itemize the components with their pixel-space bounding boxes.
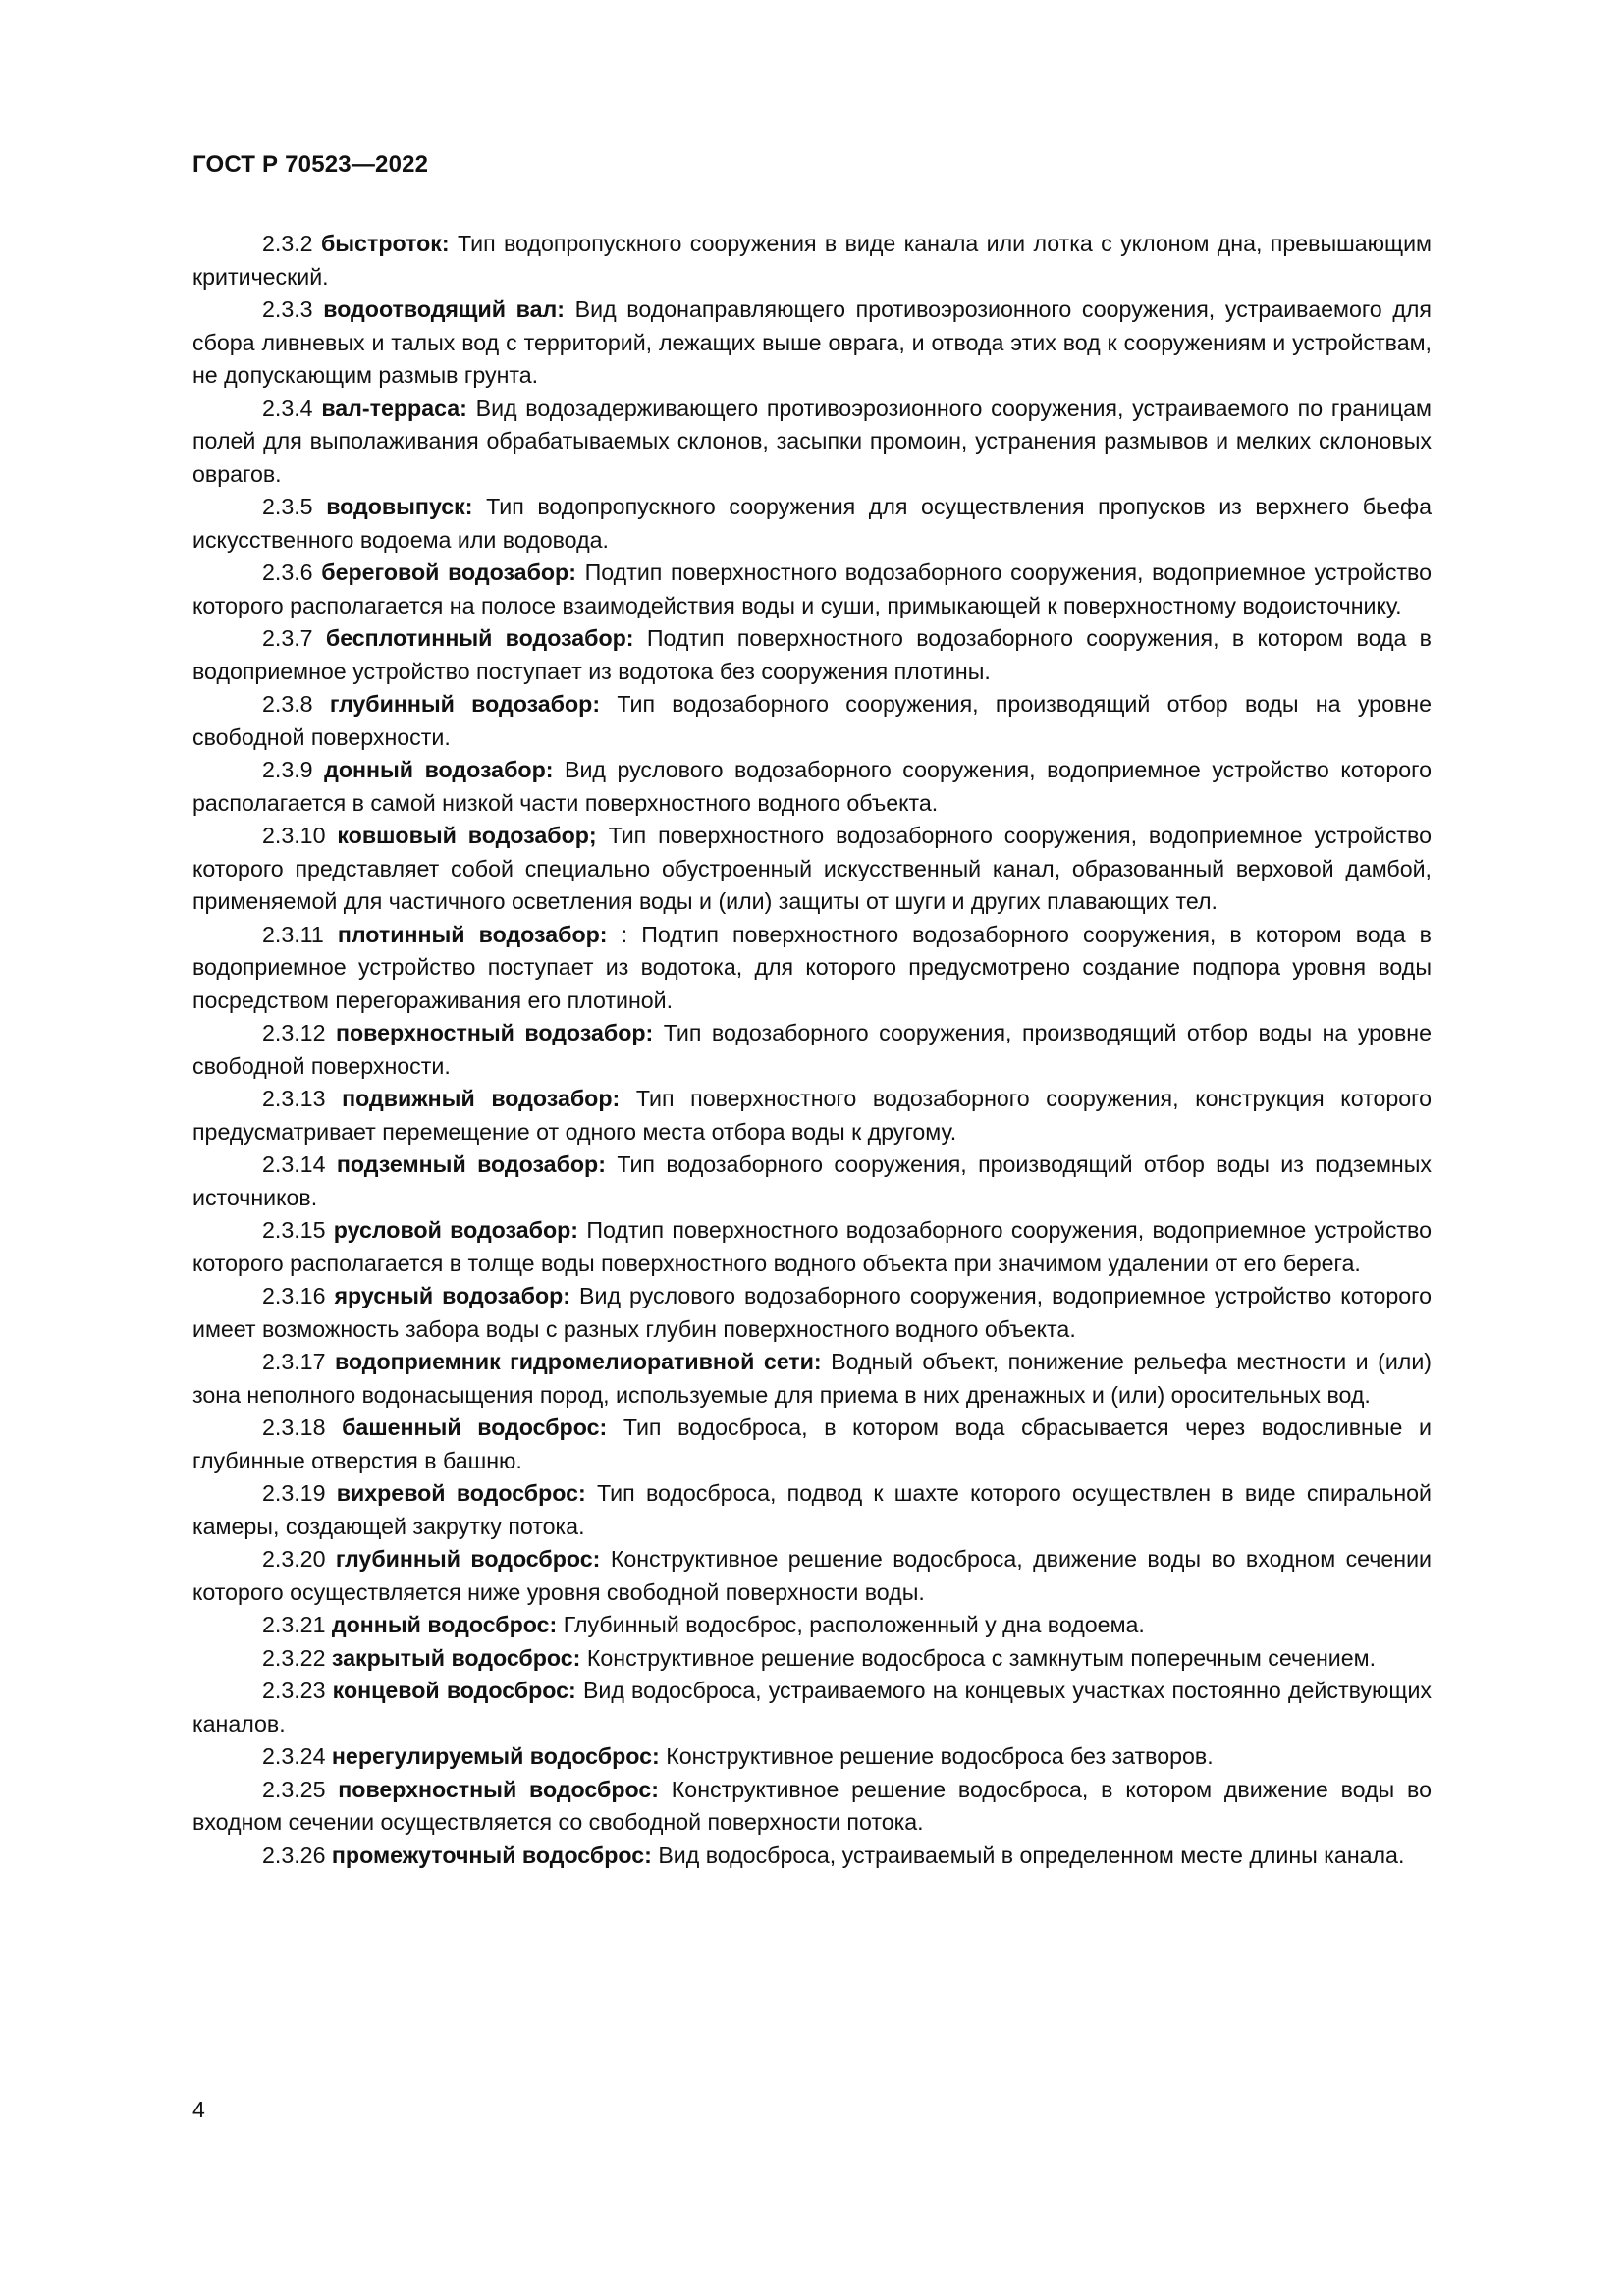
term-number: 2.3.15 [262, 1217, 326, 1243]
term-name: башенный водосброс: [342, 1415, 608, 1440]
term-name: поверхностный водосброс: [338, 1776, 659, 1802]
term-definition: Вид руслового водозаборного сооружения, водоприемное устройство которого имеет возможность забора воды с разных глубин поверхностного водного объекта. [192, 1283, 1432, 1342]
term-number: 2.3.26 [262, 1842, 326, 1868]
term-number: 2.3.21 [262, 1612, 326, 1637]
term-name: водоприемник гидромелиоративной сети: [334, 1349, 822, 1374]
term-definition: Подтип поверхностного водозаборного сооружения, в котором вода в водоприемное устройство поступает из водотока без сооружения плотины. [192, 625, 1432, 684]
term-definition: Тип водозаборного сооружения, производящий отбор воды на уровне свободной поверхности. [192, 691, 1432, 750]
term-entry [192, 393, 1432, 492]
term-name: береговой водозабор: [321, 560, 576, 585]
term-number: 2.3.10 [262, 823, 326, 848]
term-definition: Водный объект, понижение рельефа местности и (или) зона неполного водонасыщения пород, используемые для приема в них дренажных и (или) оросительных вод. [192, 1349, 1432, 1408]
term-number: 2.3.19 [262, 1480, 326, 1506]
term-name: подземный водозабор: [336, 1151, 606, 1177]
term-entry [192, 1214, 1432, 1280]
term-definition: Вид водозадерживающего противоэрозионного сооружения, устраиваемого по границам полей для выполаживания обрабатываемых склонов, засыпки промоин, устранения размывов и мелких склоновых оврагов. [192, 395, 1432, 487]
term-name: водовыпуск: [326, 494, 473, 519]
term-name: ярусный водозабор: [334, 1283, 571, 1308]
term-definition: Конструктивное решение водосброса, движение воды во входном сечении которого осуществляется ниже уровня свободной поверхности воды. [192, 1546, 1432, 1605]
term-definition: Глубинный водосброс, расположенный у дна водоема. [563, 1612, 1145, 1637]
term-name: быстроток: [320, 231, 450, 256]
term-number: 2.3.3 [262, 296, 313, 322]
term-number: 2.3.9 [262, 757, 313, 782]
term-name: подвижный водозабор: [342, 1086, 621, 1111]
term-number: 2.3.24 [262, 1743, 326, 1769]
term-number: 2.3.25 [262, 1776, 326, 1802]
term-entry [192, 688, 1432, 754]
term-number: 2.3.20 [262, 1546, 326, 1572]
term-definition: Тип водозаборного сооружения, производящий отбор воды на уровне свободной поверхности. [192, 1020, 1432, 1079]
term-entry [192, 754, 1432, 820]
term-entry [192, 622, 1432, 688]
term-number: 2.3.12 [262, 1020, 326, 1045]
term-name: бесплотинный водозабор: [325, 625, 634, 651]
term-entry [192, 1017, 1432, 1083]
term-number: 2.3.4 [262, 395, 313, 421]
term-name: промежуточный водосброс: [331, 1842, 652, 1868]
term-entry [192, 1543, 1432, 1609]
term-number: 2.3.7 [262, 625, 313, 651]
term-number: 2.3.6 [262, 560, 313, 585]
term-entry [192, 228, 1432, 294]
term-definition: Подтип поверхностного водозаборного сооружения, водоприемное устройство которого располагается в толще воды поверхностного водного объекта при значимом удалении от его берега. [192, 1217, 1432, 1276]
term-name: донный водосброс: [331, 1612, 558, 1637]
term-name: вихревой водосброс: [336, 1480, 586, 1506]
term-name: вал-терраса: [321, 395, 467, 421]
term-definition: Тип водопропускного сооружения для осуществления пропусков из верхнего бьефа искусственного водоема или водовода. [192, 494, 1432, 553]
term-definition: Тип поверхностного водозаборного сооружения, водоприемное устройство которого представляет собой специально обустроенный искусственный канал, образованный верховой дамбой, применяемой для частичного осветления воды и (или) защиты от шуги и других плавающих тел. [192, 823, 1432, 914]
terms-list [192, 228, 1432, 1872]
term-entry [192, 1774, 1432, 1840]
term-entry [192, 1346, 1432, 1412]
term-number: 2.3.16 [262, 1283, 326, 1308]
term-entry [192, 1412, 1432, 1477]
term-name: водоотводящий вал: [323, 296, 565, 322]
term-number: 2.3.22 [262, 1644, 326, 1671]
document-header: ГОСТ Р 70523—2022 [192, 151, 429, 178]
term-definition: Вид водонаправляющего противоэрозионного сооружения, устраиваемого для сбора ливневых и талых вод с территорий, лежащих выше оврага, и отвода этих вод к сооружениям и устройствам, не допускающим размыв грунта. [192, 296, 1432, 388]
term-number: 2.3.14 [262, 1151, 326, 1177]
term-definition: Тип водосброса, подвод к шахте которого осуществлен в виде спиральной камеры, создающей закрутку потока. [192, 1480, 1432, 1539]
term-entry [192, 491, 1432, 557]
term-entry [192, 557, 1432, 622]
term-name: плотинный водозабор: [337, 921, 608, 947]
term-entry [192, 1740, 1432, 1774]
term-definition: Конструктивное решение водосброса, в котором движение воды во входном сечении осуществляется со свободной поверхности потока. [192, 1776, 1432, 1835]
term-definition: Тип водосброса, в котором вода сбрасывается через водосливные и глубинные отверстия в башню. [192, 1415, 1432, 1473]
term-name: русловой водозабор: [333, 1217, 579, 1243]
term-definition: Подтип поверхностного водозаборного сооружения, в котором вода в водоприемное устройство поступает из водотока, для которого предусмотрено создание подпора уровня воды посредством перегораживания его плотиной. [192, 921, 1432, 1013]
term-definition: Конструктивное решение водосброса без затворов. [666, 1743, 1214, 1769]
term-definition: Вид руслового водозаборного сооружения, водоприемное устройство которого располагается в самой низкой части поверхностного водного объекта. [192, 757, 1432, 816]
term-number: 2.3.23 [262, 1678, 326, 1703]
term-number: 2.3.13 [262, 1086, 326, 1111]
term-name: ковшовый водозабор; [337, 823, 597, 848]
term-entry [192, 294, 1432, 393]
term-entry: 2.3.11 плотинный водозабор: : Подтип поверхностного водозаборного сооружения, в котором вода в водоприемное устройство поступает из водотока, для которого предусмотрено создание подпора уровня воды посредством перегораживания его плотиной. [192, 921, 1432, 1013]
term-definition: Подтип поверхностного водозаборного сооружения, водоприемное устройство которого располагается на полосе взаимодействия воды и суши, примыкающей к поверхностному водоисточнику. [192, 560, 1432, 618]
term-definition: Тип поверхностного водозаборного сооружения, конструкция которого предусматривает перемещение от одного места отбора воды к другому. [192, 1086, 1432, 1145]
term-number: 2.3.11 [262, 921, 324, 947]
term-definition: Вид водосброса, устраиваемый в определенном месте длины канала. [658, 1842, 1405, 1868]
term-definition: Тип водопропускного сооружения в виде канала или лотка с уклоном дна, превышающим критический. [192, 231, 1432, 290]
term-name: нерегулируемый водосброс: [331, 1743, 660, 1769]
term-number: 2.3.17 [262, 1349, 326, 1374]
term-entry [192, 1280, 1432, 1346]
term-definition: Тип водозаборного сооружения, производящий отбор воды из подземных источников. [192, 1151, 1432, 1210]
term-definition: Вид водосброса, устраиваемого на концевых участках постоянно действующих каналов. [192, 1678, 1432, 1736]
term-number: 2.3.8 [262, 691, 313, 717]
term-number: 2.3.5 [262, 494, 313, 519]
term-name: глубинный водосброс: [335, 1546, 601, 1572]
term-entry [192, 1477, 1432, 1543]
term-definition: Конструктивное решение водосброса с замкнутым поперечным сечением. [586, 1644, 1377, 1671]
term-number: 2.3.18 [262, 1415, 326, 1440]
term-entry [192, 1148, 1432, 1214]
term-name: концевой водосброс: [332, 1678, 576, 1703]
page-number: 4 [192, 2097, 205, 2122]
term-name: донный водозабор: [324, 757, 554, 782]
term-name: закрытый водосброс: [331, 1644, 581, 1671]
term-entry [192, 1083, 1432, 1148]
term-entry [192, 1840, 1432, 1873]
term-entry [192, 1642, 1432, 1676]
term-name: глубинный водозабор: [329, 691, 601, 717]
term-entry [192, 1675, 1432, 1740]
term-entry [192, 820, 1432, 919]
term-number: 2.3.2 [262, 231, 313, 256]
term-name: поверхностный водозабор: [335, 1020, 654, 1045]
term-entry [192, 1609, 1432, 1642]
